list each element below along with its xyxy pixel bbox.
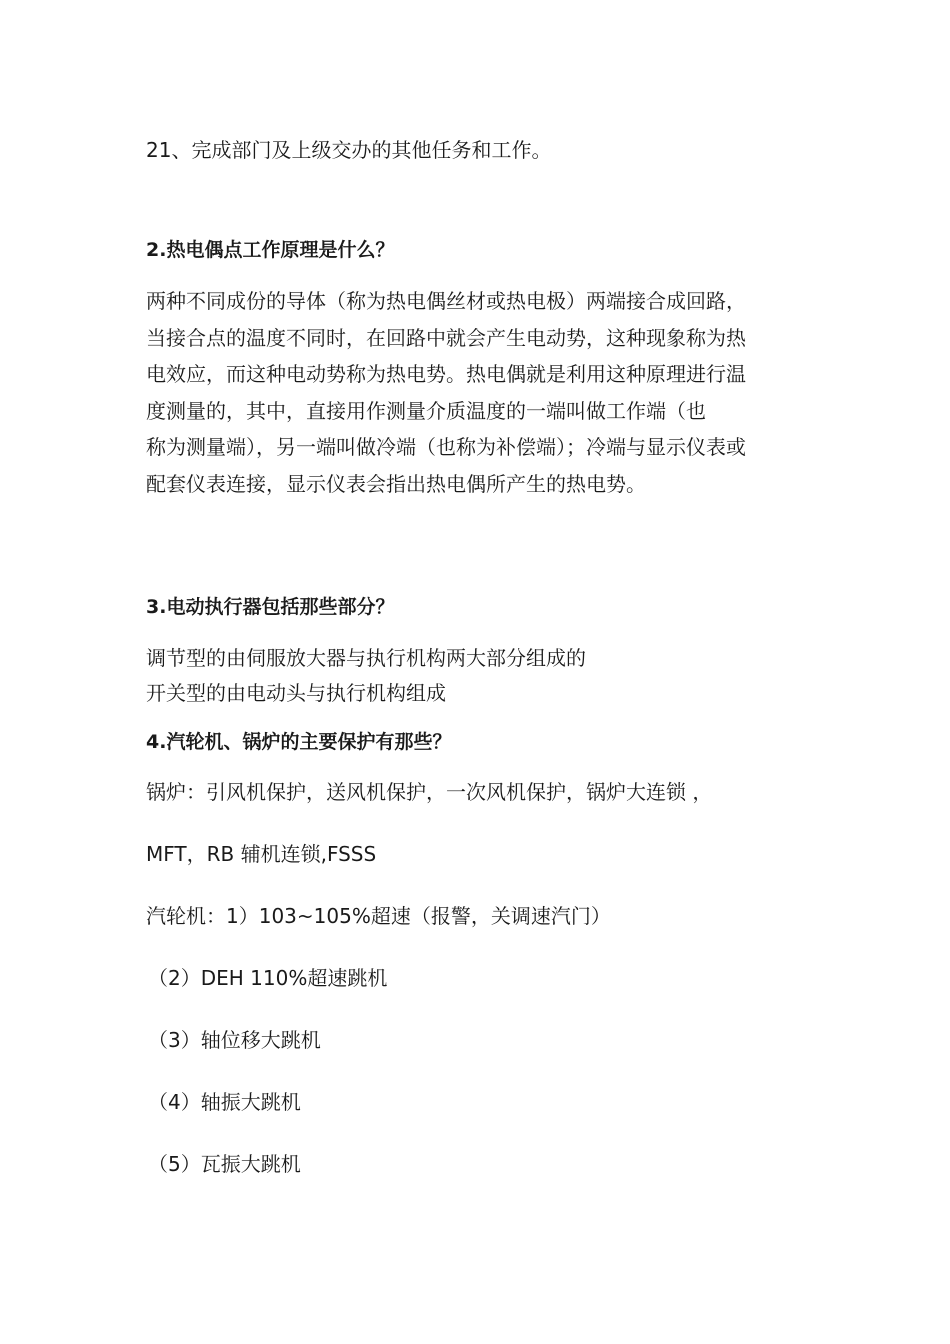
q4-turbine-line-1: 汽轮机：1）103~105%超速（报警，关调速汽门） bbox=[146, 904, 611, 928]
q2-answer-line-4: 度测量的，其中，直接用作测量介质温度的一端叫做工作端（也 bbox=[146, 399, 706, 423]
question-4-heading: 4.汽轮机、锅炉的主要保护有那些？ bbox=[146, 731, 452, 753]
item-21-text: 21、完成部门及上级交办的其他任务和工作。 bbox=[146, 138, 552, 162]
q3-answer-line-2: 开关型的由电动头与执行机构组成 bbox=[146, 681, 446, 705]
q4-turbine-line-2: （2）DEH 110%超速跳机 bbox=[148, 966, 388, 990]
question-2-heading: 2.热电偶点工作原理是什么？ bbox=[146, 239, 395, 261]
q2-answer-line-3: 电效应，而这种电动势称为热电势。热电偶就是利用这种原理进行温 bbox=[146, 362, 746, 386]
q2-answer-line-2: 当接合点的温度不同时，在回路中就会产生电动势，这种现象称为热 bbox=[146, 326, 746, 350]
q2-answer-line-1: 两种不同成份的导体（称为热电偶丝材或热电极）两端接合成回路， bbox=[146, 289, 746, 313]
q2-answer-line-6: 配套仪表连接，显示仪表会指出热电偶所产生的热电势。 bbox=[146, 472, 646, 496]
question-3-heading: 3.电动执行器包括那些部分？ bbox=[146, 596, 395, 618]
q4-turbine-line-3: （3）轴位移大跳机 bbox=[148, 1028, 321, 1052]
q4-turbine-line-5: （5）瓦振大跳机 bbox=[148, 1152, 301, 1176]
q4-boiler-line-1: 锅炉：引风机保护，送风机保护，一次风机保护，锅炉大连锁 ， bbox=[146, 780, 713, 804]
q4-turbine-line-4: （4）轴振大跳机 bbox=[148, 1090, 301, 1114]
q3-answer-line-1: 调节型的由伺服放大器与执行机构两大部分组成的 bbox=[146, 646, 586, 670]
q2-answer-line-5: 称为测量端），另一端叫做冷端（也称为补偿端）；冷端与显示仪表或 bbox=[146, 435, 746, 459]
q4-boiler-line-2: MFT，RB 辅机连锁,FSSS bbox=[146, 842, 377, 866]
